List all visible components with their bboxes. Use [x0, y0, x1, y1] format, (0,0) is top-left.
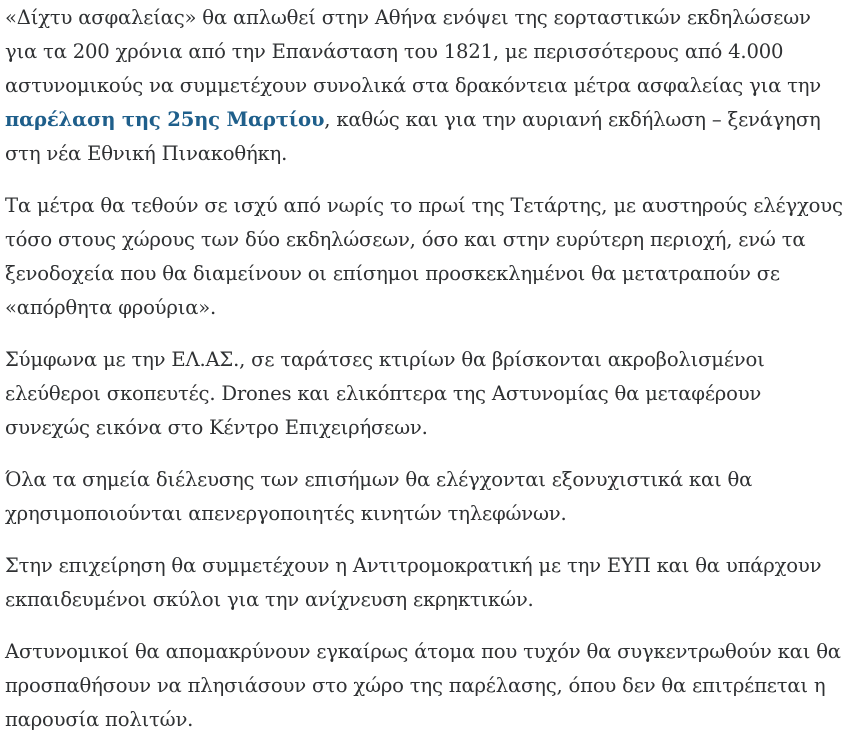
paragraph-2: Τα μέτρα θα τεθούν σε ισχύ από νωρίς το πρωί της Τετάρτης, με αυστηρούς ελέγχους τόσο στους χώρους των δύο εκδηλώσεων, όσο και στην ευρύτερη περιοχή, ενώ τα ξενοδοχεία που θα διαμείνουν οι επίσημοι προσκεκλημένοι θα μετατραπούν σε «απόρθητα φρούρια». [5, 194, 843, 319]
paragraph-4: Όλα τα σημεία διέλευσης των επισήμων θα ελέγχονται εξονυχιστικά και θα χρησιμοποιούνται απενεργοποιητές κινητών τηλεφώνων. [5, 468, 753, 525]
paragraph-1 [5, 1, 847, 171]
paragraph-5: Στην επιχείρηση θα συμμετέχουν η Αντιτρομοκρατική με την ΕΥΠ και θα υπάρχουν εκπαιδευμένοι σκύλοι για την ανίχνευση εκρηκτικών. [5, 554, 822, 611]
paragraph-3: Σύμφωνα με την ΕΛ.ΑΣ., σε ταράτσες κτιρίων θα βρίσκονται ακροβολισμένοι ελεύθεροι σκοπευτές. Drones και ελικόπτερα της Αστυνομίας θα μεταφέρουν συνεχώς εικόνα στο Κέντρο Επιχειρήσεων. [5, 348, 765, 439]
paragraph-1-text-end: , καθώς και για την αυριανή εκδήλωση – ξενάγηση στη νέα Εθνική Πινακοθήκη. [5, 108, 821, 165]
parade-article-link[interactable]: παρέλαση της 25ης Μαρτίου [5, 108, 325, 131]
paragraph-1-text-start: «Δίχτυ ασφαλείας» θα απλωθεί στην Αθήνα ενόψει της εορταστικών εκδηλώσεων για τα 200 χρόνια από την Επανάσταση του 1821, με περισσότερους από 4.000 αστυνομικούς να συμμετέχουν συνολικά στα δρακόντεια μέτρα ασφαλείας για την [5, 6, 822, 97]
paragraph-6: Αστυνομικοί θα απομακρύνουν εγκαίρως άτομα που τυχόν θα συγκεντρωθούν και θα προσπαθήσουν να πλησιάσουν στο χώρο της παρέλασης, όπου δεν θα επιτρέπεται η παρουσία πολιτών. [5, 640, 841, 731]
article-body [5, 1, 847, 755]
